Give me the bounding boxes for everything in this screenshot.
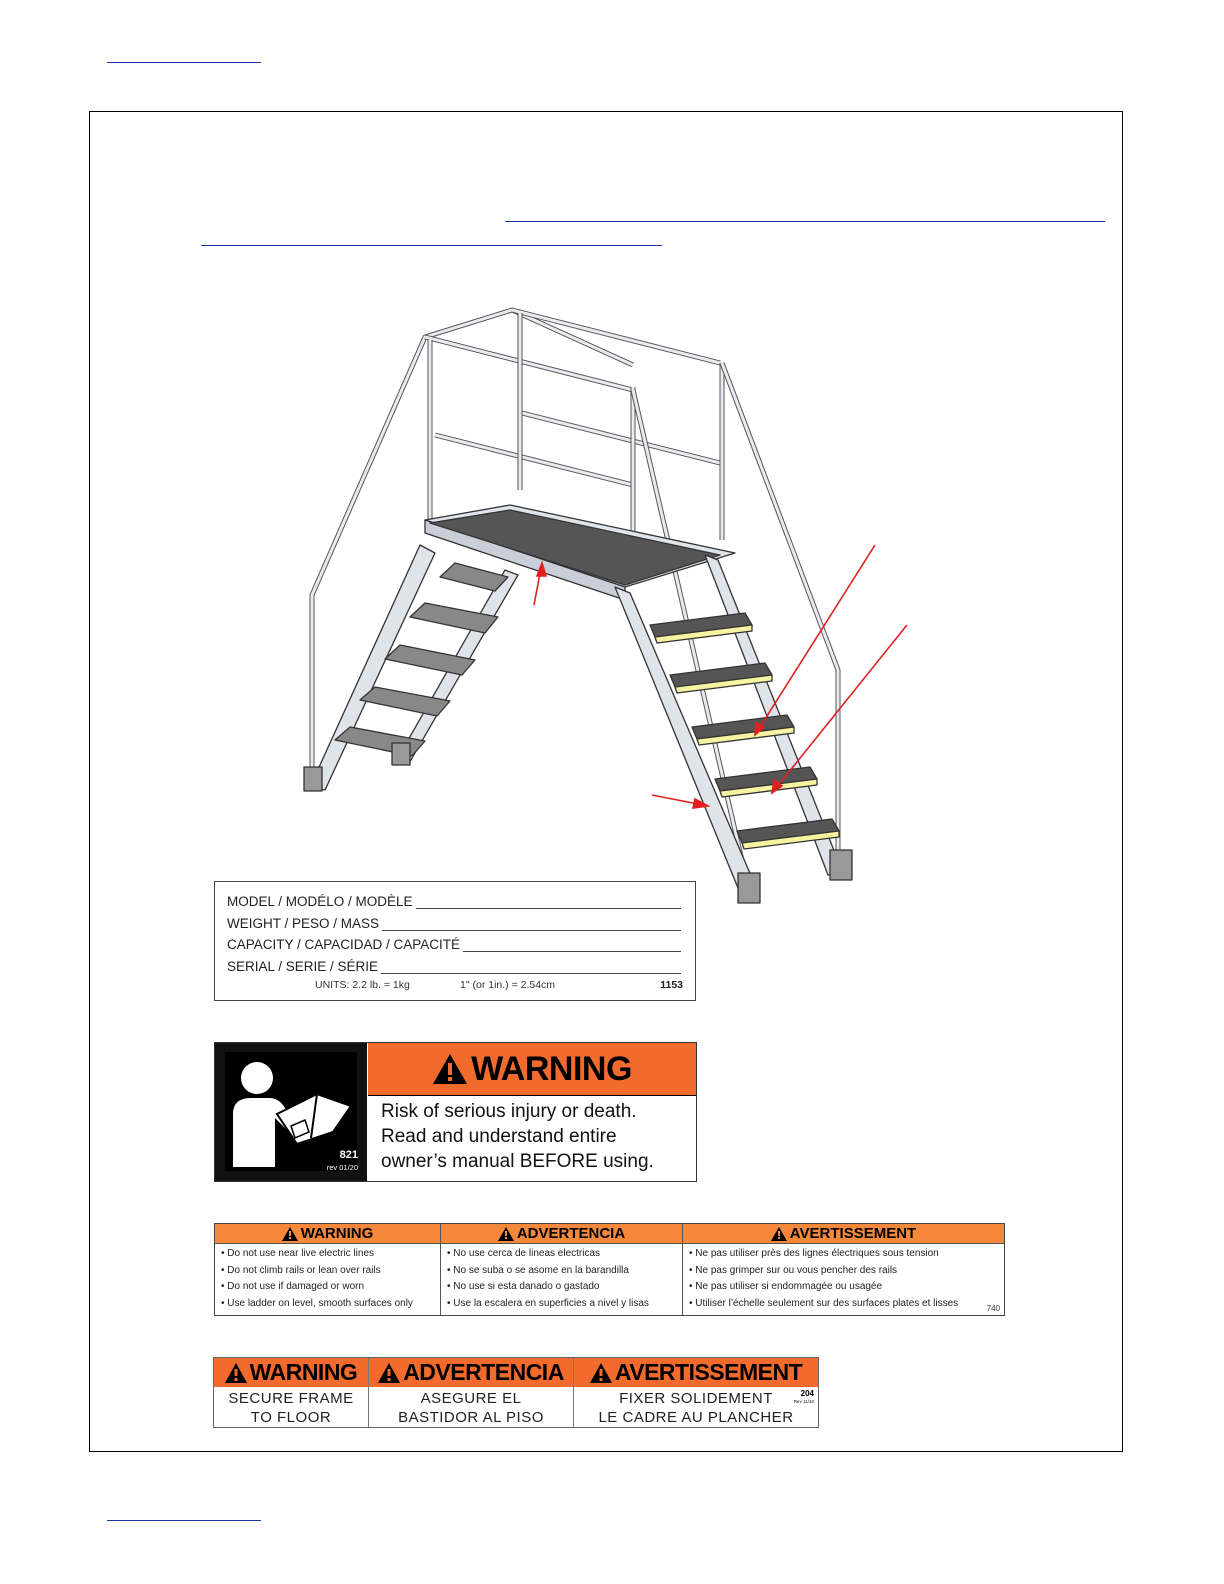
header-link-line[interactable] [107, 62, 261, 63]
label-rev-821: rev 01/20 [326, 1163, 358, 1172]
warning-title: WARNING [471, 1049, 632, 1088]
warning-triangle-icon [771, 1227, 787, 1241]
id-row-capacity: CAPACITY / CAPACIDAD / CAPACITÉ [227, 937, 681, 952]
warning-triangle-icon [498, 1227, 514, 1241]
units-weight: UNITS: 2.2 lb. = 1kg [315, 979, 410, 991]
units-length: 1" (or 1in.) = 2.54cm [460, 979, 556, 991]
secure-col-english: WARNING SECURE FRAME TO FLOOR [214, 1358, 369, 1427]
warning-col-french: AVERTISSEMENT • Ne pas utiliser près des lignes électriques sous tension • Ne pas grimper sur ou vous pencher des rails • Ne pas utiliser si endommagée ou usagée • Utiliser l’échelle seulement sur des surfaces plates et lisses 740 [683, 1224, 1004, 1315]
secure-col-spanish: ADVERTENCIA ASEGURE EL BASTIDOR AL PISO [369, 1358, 574, 1427]
footer-link-line[interactable] [107, 1520, 261, 1521]
id-label-number: 1153 [660, 979, 683, 991]
hyperlink-underline-2[interactable] [201, 245, 662, 246]
warning-triangle-icon [378, 1363, 400, 1383]
id-row-model: MODEL / MODÉLO / MODÈLE [227, 894, 681, 909]
crossover-stair-illustration [290, 295, 930, 915]
warning-header [368, 1043, 696, 1096]
label-code-821: 821 [339, 1149, 358, 1161]
warning-label-204 [213, 1357, 819, 1428]
warning-col-english: WARNING • Do not use near live electric lines • Do not climb rails or lean over rails • Do not use if damaged or worn • Use ladder on level, smooth surfaces only [215, 1224, 441, 1315]
read-manual-pictogram [215, 1043, 367, 1181]
secure-col-french: AVERTISSEMENT FIXER SOLIDEMENT LE CADRE AU PLANCHER 204 Rev 11/10 [574, 1358, 818, 1427]
id-row-weight: WEIGHT / PESO / MASS [227, 916, 681, 931]
warning-label-821 [214, 1042, 697, 1182]
warning-triangle-icon [225, 1363, 247, 1383]
warning-triangle-icon [590, 1363, 612, 1383]
warning-triangle-icon [432, 1053, 468, 1085]
label-code-740: 740 [986, 1304, 1000, 1313]
hyperlink-underline-1[interactable] [505, 221, 1105, 222]
id-label-1153 [214, 881, 696, 1001]
warning-triangle-icon [282, 1227, 298, 1241]
warning-text: Risk of serious injury or death. Read and understand entire owner’s manual BEFORE using. [381, 1101, 654, 1172]
warning-col-spanish: ADVERTENCIA • No use cerca de lineas electricas • No se suba o se asome en la barandilla • No use si esta danado o gastado • Use la escalera en superficies a nivel y lisas [441, 1224, 683, 1315]
id-row-serial: SERIAL / SERIE / SÉRIE [227, 959, 681, 974]
person-reading-icon [225, 1052, 357, 1171]
warning-label-740 [214, 1223, 1005, 1316]
label-code-204: 204 Rev 11/10 [793, 1389, 814, 1404]
